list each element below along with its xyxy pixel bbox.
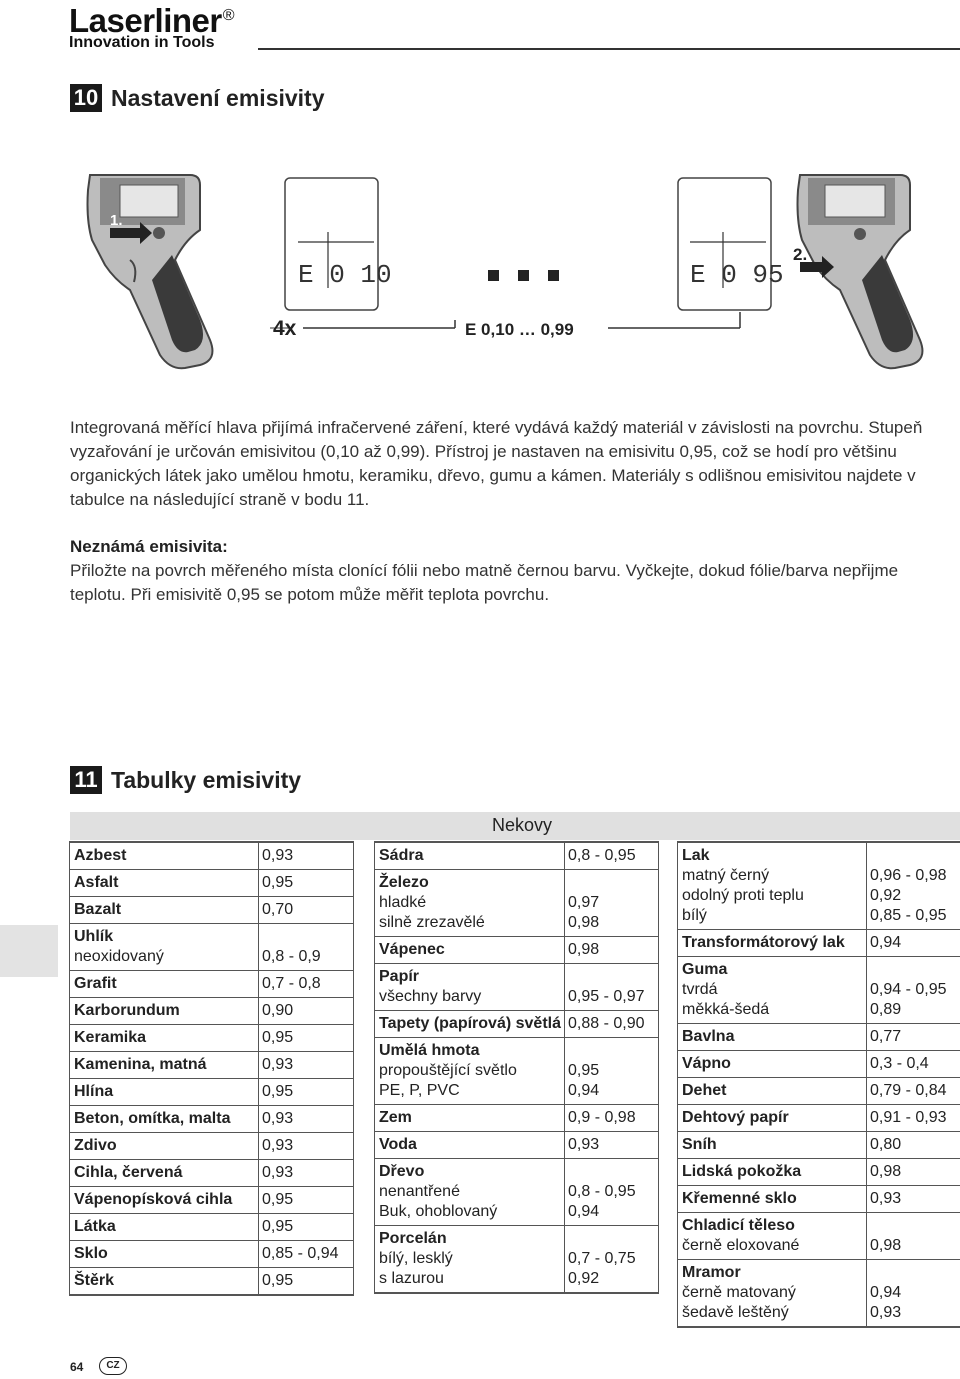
emissivity-value: 0,98 xyxy=(870,1163,902,1180)
thermometer-left-icon xyxy=(88,175,213,368)
emissivity-value: 0,93 xyxy=(262,847,294,864)
emissivity-value: 0,93 xyxy=(262,1164,294,1181)
emissivity-table-col-2 xyxy=(374,841,659,1294)
thermometer-right-icon xyxy=(798,175,923,368)
emissivity-value: 0,91 - 0,93 xyxy=(870,1109,947,1126)
material-name: Karborundum xyxy=(74,1002,180,1019)
table-row xyxy=(375,869,658,936)
material-variant: měkká-šedá xyxy=(682,1001,770,1018)
emissivity-value: 0,95 xyxy=(262,1083,294,1100)
table-row xyxy=(678,956,960,1023)
emissivity-value: 0,92 xyxy=(568,1270,600,1287)
unknown-emissivity-heading: Neznámá emisivita: xyxy=(70,537,228,556)
material-variant: PE, P, PVC xyxy=(379,1082,460,1099)
table-row xyxy=(375,1104,658,1131)
emissivity-table-col-3 xyxy=(677,841,960,1328)
material-name: Asfalt xyxy=(74,874,119,891)
emissivity-value: 0,94 xyxy=(568,1082,600,1099)
material-name: Zdivo xyxy=(74,1137,117,1154)
table-row xyxy=(70,1267,353,1294)
emissivity-value: 0,97 xyxy=(568,894,600,911)
step-1-label: 1. xyxy=(110,212,123,229)
material-variant: s lazurou xyxy=(379,1270,444,1287)
dot-1 xyxy=(488,270,499,281)
material-name: Zem xyxy=(379,1109,412,1126)
table-row xyxy=(678,1212,960,1259)
emissivity-value: 0,7 - 0,75 xyxy=(568,1250,636,1267)
material-variant: Buk, ohoblovaný xyxy=(379,1203,498,1220)
material-name: Sklo xyxy=(74,1245,108,1262)
section-title: Tabulky emisivity xyxy=(111,766,302,793)
table-row xyxy=(678,1259,960,1326)
language-badge: CZ xyxy=(99,1357,127,1375)
display-right xyxy=(678,178,784,310)
emissivity-value: 0,94 xyxy=(870,1284,902,1301)
emissivity-value: 0,95 xyxy=(262,1191,294,1208)
table-row xyxy=(375,842,658,869)
emissivity-value: 0,94 xyxy=(870,934,902,951)
display-left xyxy=(285,178,392,310)
emissivity-setting-illustration xyxy=(60,170,960,385)
section-title: Nastavení emisivity xyxy=(111,84,325,111)
emissivity-value: 0,94 xyxy=(568,1203,600,1220)
emissivity-value: 0,95 - 0,97 xyxy=(568,988,645,1005)
section-10-heading xyxy=(70,84,325,112)
material-variant: všechny barvy xyxy=(379,988,482,1005)
material-name: Azbest xyxy=(74,847,127,864)
emissivity-value: 0,93 xyxy=(870,1304,902,1321)
emissivity-value: 0,93 xyxy=(568,1136,600,1153)
table-row xyxy=(375,1131,658,1158)
side-tab-marker xyxy=(0,925,58,977)
table-row xyxy=(70,1159,353,1186)
material-name: Transformátorový lak xyxy=(682,934,845,951)
repeat-count: 4x xyxy=(273,317,297,340)
emissivity-value: 0,98 xyxy=(568,914,600,931)
intro-paragraph: Integrovaná měřící hlava přijímá infračervené záření, které vydává každý materiál v závislosti na povrchu. Stupeň vyzařování je určován emisivitou (0,10 až 0,99). Přístroj je nastaven na emisivitu 0,95, což se hodí pro většinu organických látek jako umělou hmotu, keramiku, dřevo, gumu a kámen. Materiály s odlišnou emisivitou najdete v tabulce na následující straně v bodu 11. xyxy=(70,418,923,509)
material-name: Hlína xyxy=(74,1083,114,1100)
emissivity-value: 0,90 xyxy=(262,1002,294,1019)
emissivity-value: 0,77 xyxy=(870,1028,902,1045)
material-name: Vápenec xyxy=(379,941,445,958)
material-name: Tapety (papírová) světlá xyxy=(379,1015,561,1032)
section-11-heading xyxy=(70,766,301,794)
material-variant: černě eloxované xyxy=(682,1237,800,1254)
emissivity-value: 0,85 - 0,95 xyxy=(870,907,947,924)
emissivity-value: 0,98 xyxy=(568,941,600,958)
emissivity-range: E 0,10 … 0,99 xyxy=(465,320,574,339)
emissivity-value: 0,7 - 0,8 xyxy=(262,975,321,992)
material-variant: propouštějící světlo xyxy=(379,1062,517,1079)
material-name: Dehet xyxy=(682,1082,727,1099)
material-name: Dehtový papír xyxy=(682,1109,789,1126)
material-name: Porcelán xyxy=(379,1230,447,1247)
table-row xyxy=(70,1240,353,1267)
material-name: Štěrk xyxy=(74,1272,115,1289)
emissivity-value: 0,95 xyxy=(262,1218,294,1235)
emissivity-value: 0,93 xyxy=(262,1056,294,1073)
table-row xyxy=(70,923,353,970)
brand-tagline: Innovation in Tools xyxy=(69,34,215,51)
material-name: Dřevo xyxy=(379,1163,425,1180)
table-row xyxy=(375,1225,658,1292)
table-row xyxy=(678,1077,960,1104)
emissivity-value: 0,79 - 0,84 xyxy=(870,1082,947,1099)
emissivity-value: 0,8 - 0,95 xyxy=(568,847,636,864)
material-variant: tvrdá xyxy=(682,981,718,998)
material-variant: bílý xyxy=(682,907,707,924)
material-name: Lak xyxy=(682,847,710,864)
header-rule xyxy=(258,48,960,50)
material-variant: matný černý xyxy=(682,867,770,884)
table-row xyxy=(678,842,960,929)
table-row xyxy=(70,869,353,896)
emissivity-value: 0,9 - 0,98 xyxy=(568,1109,636,1126)
emissivity-value: 0,94 - 0,95 xyxy=(870,981,947,998)
unknown-emissivity-block xyxy=(70,535,940,607)
material-name: Bavlna xyxy=(682,1028,735,1045)
material-name: Grafit xyxy=(74,975,117,992)
table-row xyxy=(70,842,353,869)
emissivity-value: 0,88 - 0,90 xyxy=(568,1015,645,1032)
emissivity-value: 0,93 xyxy=(262,1137,294,1154)
table-row xyxy=(70,1186,353,1213)
table-row xyxy=(70,1078,353,1105)
material-name: Cihla, červená xyxy=(74,1164,183,1181)
material-variant: neoxidovaný xyxy=(74,948,164,965)
section-number: 11 xyxy=(70,766,102,794)
table-row xyxy=(70,1024,353,1051)
emissivity-value: 0,80 xyxy=(870,1136,902,1153)
material-name: Guma xyxy=(682,961,728,978)
table-row xyxy=(70,1051,353,1078)
emissivity-value: 0,95 xyxy=(262,874,294,891)
table-row xyxy=(70,997,353,1024)
material-name: Umělá hmota xyxy=(379,1042,480,1059)
material-variant: černě matovaný xyxy=(682,1284,796,1301)
material-name: Uhlík xyxy=(74,928,114,945)
emissivity-value: 0,85 - 0,94 xyxy=(262,1245,339,1262)
material-name: Lidská pokožka xyxy=(682,1163,802,1180)
material-variant: silně zrezavělé xyxy=(379,914,485,931)
table-row xyxy=(678,929,960,956)
material-variant: bílý, lesklý xyxy=(379,1250,453,1267)
nonmetals-label: Nekovy xyxy=(491,815,553,835)
table-row xyxy=(678,1023,960,1050)
material-name: Látka xyxy=(74,1218,116,1235)
material-name: Vápenopísková cihla xyxy=(74,1191,233,1208)
material-variant: nenantřené xyxy=(379,1183,460,1200)
material-name: Sníh xyxy=(682,1136,717,1153)
table-row xyxy=(678,1050,960,1077)
table-row xyxy=(375,963,658,1010)
page-number: 64 xyxy=(70,1360,84,1374)
material-name: Železo xyxy=(379,874,429,891)
table-row xyxy=(70,896,353,923)
material-name: Bazalt xyxy=(74,901,122,918)
table-row xyxy=(375,936,658,963)
material-name: Vápno xyxy=(682,1055,731,1072)
material-name: Chladicí těleso xyxy=(682,1217,795,1234)
table-row xyxy=(70,970,353,997)
table-row xyxy=(375,1158,658,1225)
material-variant: šedavě leštěný xyxy=(682,1304,789,1321)
table-row xyxy=(375,1010,658,1037)
emissivity-value: 0,3 - 0,4 xyxy=(870,1055,929,1072)
material-name: Kamenina, matná xyxy=(74,1056,207,1073)
emissivity-value: 0,95 xyxy=(262,1272,294,1289)
emissivity-value: 0,8 - 0,9 xyxy=(262,948,321,965)
emissivity-value: 0,96 - 0,98 xyxy=(870,867,947,884)
dot-3 xyxy=(548,270,559,281)
material-name: Mramor xyxy=(682,1264,741,1281)
table-row xyxy=(70,1105,353,1132)
emissivity-value: 0,92 xyxy=(870,887,902,904)
table-row xyxy=(678,1185,960,1212)
material-name: Beton, omítka, malta xyxy=(74,1110,231,1127)
table-row xyxy=(70,1213,353,1240)
material-name: Sádra xyxy=(379,847,424,864)
material-variant: hladké xyxy=(379,894,427,911)
section-number: 10 xyxy=(70,84,102,112)
emissivity-value: 0,70 xyxy=(262,901,294,918)
emissivity-value: 0,95 xyxy=(568,1062,600,1079)
emissivity-value: 0,95 xyxy=(262,1029,294,1046)
display-left-readout: E 0 10 xyxy=(298,260,392,290)
material-name: Papír xyxy=(379,968,420,985)
emissivity-value: 0,93 xyxy=(262,1110,294,1127)
dot-2 xyxy=(518,270,529,281)
unknown-emissivity-text: Přiložte na povrch měřeného místa clonící fólii nebo matně černou barvu. Vyčkejte, dokud fólie/barva nepřijme teplotu. Při emisivitě 0,95 se potom může měřit teplota povrchu. xyxy=(70,561,899,604)
emissivity-value: 0,89 xyxy=(870,1001,902,1018)
emissivity-value: 0,8 - 0,95 xyxy=(568,1183,636,1200)
display-right-readout: E 0 95 xyxy=(690,260,784,290)
material-name: Keramika xyxy=(74,1029,147,1046)
brand-logo: Laserliner® xyxy=(69,2,235,39)
table-row xyxy=(375,1037,658,1104)
table-row xyxy=(70,1132,353,1159)
table-row xyxy=(678,1131,960,1158)
step-2-label: 2. xyxy=(793,245,808,264)
material-name: Křemenné sklo xyxy=(682,1190,797,1207)
material-name: Voda xyxy=(379,1136,417,1153)
material-variant: odolný proti teplu xyxy=(682,887,804,904)
table-row xyxy=(678,1158,960,1185)
emissivity-value: 0,93 xyxy=(870,1190,902,1207)
emissivity-value: 0,98 xyxy=(870,1237,902,1254)
table-row xyxy=(678,1104,960,1131)
emissivity-table-col-1 xyxy=(69,841,354,1296)
